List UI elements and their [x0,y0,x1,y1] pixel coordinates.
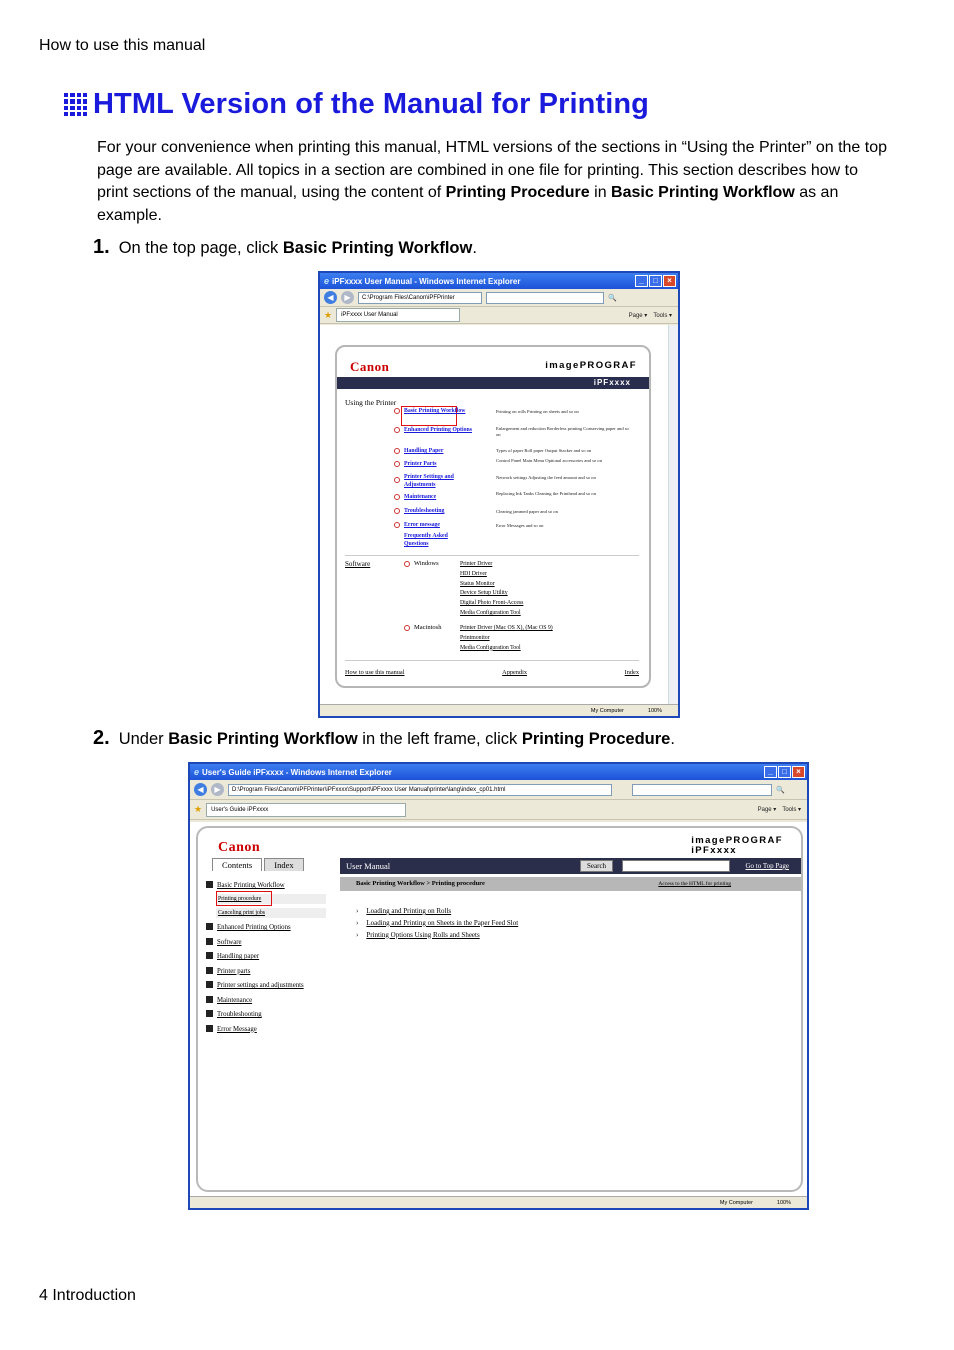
link-printer-driver[interactable]: Printer Driver [460,561,493,567]
link-rolls[interactable]: › Loading and Printing on Rolls [356,906,518,918]
link-printmonitor[interactable]: Printmonitor [460,634,490,641]
tools-menu[interactable]: Tools ▾ [653,312,672,319]
chevron-right-icon: › [356,918,359,927]
nav-basic-printing-workflow[interactable]: Basic Printing Workflow [206,881,285,889]
divider [345,660,639,661]
sub-printer-settings: Network settings Adjusting the feed amount and so on [496,475,596,480]
window-title: iPFxxxx User Manual - Windows Internet Explorer [332,276,521,286]
maximize-icon[interactable]: □ [778,766,791,778]
manual-search-field[interactable] [622,860,730,872]
tab-index[interactable]: Index [264,858,303,871]
link-index[interactable]: Index [624,669,639,676]
running-head: How to use this manual [39,37,206,54]
vertical-scrollbar[interactable] [668,325,678,704]
tab-contents[interactable]: Contents [212,858,262,871]
link-digital-photo[interactable]: Digital Photo Front-Access [460,600,524,607]
link-device-setup[interactable]: Device Setup Utility [460,590,508,597]
search-icon[interactable]: 🔍 [608,294,617,302]
highlight-box [216,891,272,906]
step-number: 1. [93,236,110,258]
link-media-config[interactable]: Media Configuration Tool [460,609,521,616]
address-bar[interactable]: C:\Program Files\Canon\iPFPrinter [358,292,482,304]
step-1 [93,236,477,259]
nav-item[interactable]: Troubleshooting [206,1010,262,1018]
link-printer-settings[interactable]: Printer Settings and Adjustments [404,473,478,489]
link-mac-printer-driver[interactable]: Printer Driver (Mac OS X), (Mac OS 9) [460,625,553,631]
macintosh-label: Macintosh [414,624,441,631]
sub-basic-printing-workflow: Printing on rolls Printing on sheets and so on [496,409,579,414]
status-bar [320,704,678,716]
ie-logo-icon: e [324,276,330,286]
step-text: On the top page, click Basic Printing Workflow. [118,239,477,257]
breadcrumb-text: Basic Printing Workflow > Printing procedure [356,880,485,887]
imageprograf-logo: imagePROGRAF [545,360,637,371]
windows-label: Windows [414,560,439,567]
software-label[interactable]: Software [345,560,371,568]
link-status-monitor[interactable]: Status Monitor [460,580,495,587]
sub-handling-paper: Types of paper Roll paper Output Stacker and so on [496,448,592,453]
link-how-to-use[interactable]: How to use this manual [345,669,405,676]
link-printer-parts[interactable]: Printer Parts [404,460,478,468]
link-options[interactable]: › Printing Options Using Rolls and Sheets [356,930,518,942]
page-menu[interactable]: Page ▾ [757,807,777,813]
tab-toolbar [190,800,807,820]
link-faq[interactable]: Frequently Asked Questions [404,533,448,547]
windows-software-list [460,560,523,619]
favorites-star-icon[interactable]: ★ [194,804,203,814]
link-sheets[interactable]: › Loading and Printing on Sheets in the Paper Feed Slot [356,918,518,930]
page-menu[interactable]: Page ▾ [628,312,648,319]
chevron-right-icon: › [356,907,359,915]
canon-logo: Canon [350,359,390,374]
grid-icon [64,93,87,116]
intro-bold-basic-workflow: Basic Printing Workflow [611,184,795,202]
status-bar [190,1196,807,1208]
bottom-links [345,669,639,676]
step-2 [93,727,675,750]
go-to-top-link[interactable]: Go to Top Page [745,862,789,870]
link-mac-media-config[interactable]: Media Configuration Tool [460,644,521,651]
nav-item[interactable]: Error Message [206,1025,257,1033]
window-titlebar [190,764,807,780]
main-link-list [356,906,518,941]
link-enhanced-printing[interactable]: Enhanced Printing Options [404,426,478,434]
close-icon[interactable]: × [792,766,805,778]
link-handling-paper[interactable]: Handling Paper [404,447,478,455]
nav-item[interactable]: Enhanced Printing Options [206,923,291,931]
forward-icon[interactable]: ▶ [341,291,354,304]
search-icon[interactable]: 🔍 [776,786,785,794]
breadcrumb [340,877,801,891]
bar-title: User Manual [346,861,391,871]
zoom-level[interactable]: 100% [647,707,662,714]
divider [345,555,639,556]
top-page-card [335,345,651,688]
canon-logo: Canon [218,840,261,855]
zone-label: My Computer [590,707,624,714]
sub-enhanced-printing: Enlargement and reduction Borderless printing Conserving paper and so on [496,426,629,437]
model-bar: iPFxxxx [337,377,649,389]
search-input[interactable] [486,292,604,304]
intro-bold-printing-procedure: Printing Procedure [445,184,590,202]
sub-printer-parts: Control Panel Main Menu Optional accessories and so on [496,458,602,463]
link-error-message[interactable]: Error message [404,521,478,529]
browser-content [320,325,678,704]
using-printer-heading: Using the Printer [345,398,397,407]
search-input[interactable] [632,784,772,796]
forward-icon[interactable]: ▶ [211,783,224,796]
address-bar[interactable]: D:\Program Files\Canon\iPFPrinter\iPFxxxx\Support\iPFxxxx User Manual\printer\lang\index_cp01.html [228,784,612,796]
nav-item[interactable]: Printer settings and adjustments [206,981,304,989]
tools-menu[interactable]: Tools ▾ [782,807,801,813]
zoom-level[interactable]: 100% [776,1199,791,1206]
minimize-icon[interactable]: _ [635,275,648,287]
nav-item[interactable]: Maintenance [206,996,252,1004]
browser-content [190,822,807,1196]
page-footer: 4 Introduction [39,1287,136,1304]
window-title: User's Guide iPFxxxx - Windows Internet Explorer [202,767,392,777]
access-html-link[interactable]: Access to the HTML for printing [658,881,731,887]
screenshot-top-page [318,271,680,718]
maximize-icon[interactable]: □ [649,275,662,287]
sub-error-message: Error Messages and so on [496,523,544,528]
link-maintenance[interactable]: Maintenance [404,493,478,501]
step-text: Under Basic Printing Workflow in the left frame, click Printing Procedure. [118,730,675,748]
screenshot-users-guide [188,762,809,1210]
search-button[interactable]: Search [580,860,613,872]
nav-canceling-print-jobs[interactable]: Canceling print jobs [216,908,326,918]
link-appendix[interactable]: Appendix [502,669,527,676]
nav-printing-procedure[interactable]: Printing procedure [216,894,326,904]
minimize-icon[interactable]: _ [764,766,777,778]
chevron-right-icon: › [356,930,359,939]
nav-item[interactable]: Handling paper [206,952,259,960]
address-toolbar [190,780,807,800]
section-title [64,88,649,121]
intro-paragraph: For your convenience when printing this manual, HTML versions of the sections in “Using the Printer” on the top page are available. All topics in a section are combined in one file for printing. This section describes how to print sections of the manual, using the content of Printing Procedure in Basic Printing Workflow as an example. [97,139,888,224]
manual-frame [196,826,803,1192]
tab-toolbar [320,307,678,324]
link-basic-printing-workflow[interactable]: Basic Printing Workflow [404,407,478,415]
ie-logo-icon: e [194,767,200,777]
back-icon[interactable]: ◀ [194,783,207,796]
user-manual-bar [340,858,801,874]
browser-tab[interactable]: User's Guide iPFxxxx [206,803,406,817]
link-hdi-driver[interactable]: HDI Driver [460,570,487,577]
address-toolbar [320,289,678,307]
close-icon[interactable]: × [663,275,676,287]
back-icon[interactable]: ◀ [324,291,337,304]
sub-troubleshooting: Clearing jammed paper and so on [496,509,558,514]
imageprograf-logo: imagePROGRAF iPFxxxx [691,835,783,856]
step-number: 2. [93,727,110,749]
zone-label: My Computer [719,1199,753,1206]
window-titlebar [320,273,678,289]
mac-software-list [460,624,553,653]
favorites-star-icon[interactable]: ★ [324,309,333,320]
nav-item[interactable]: Software [206,938,242,946]
sub-maintenance: Replacing Ink Tanks Cleaning the Printhead and so on [496,491,596,496]
browser-tab[interactable]: iPFxxxx User Manual [336,308,460,322]
nav-tabs [212,858,304,871]
link-troubleshooting[interactable]: Troubleshooting [404,507,478,515]
nav-item[interactable]: Printer parts [206,967,250,975]
page-title: HTML Version of the Manual for Printing [93,88,649,120]
